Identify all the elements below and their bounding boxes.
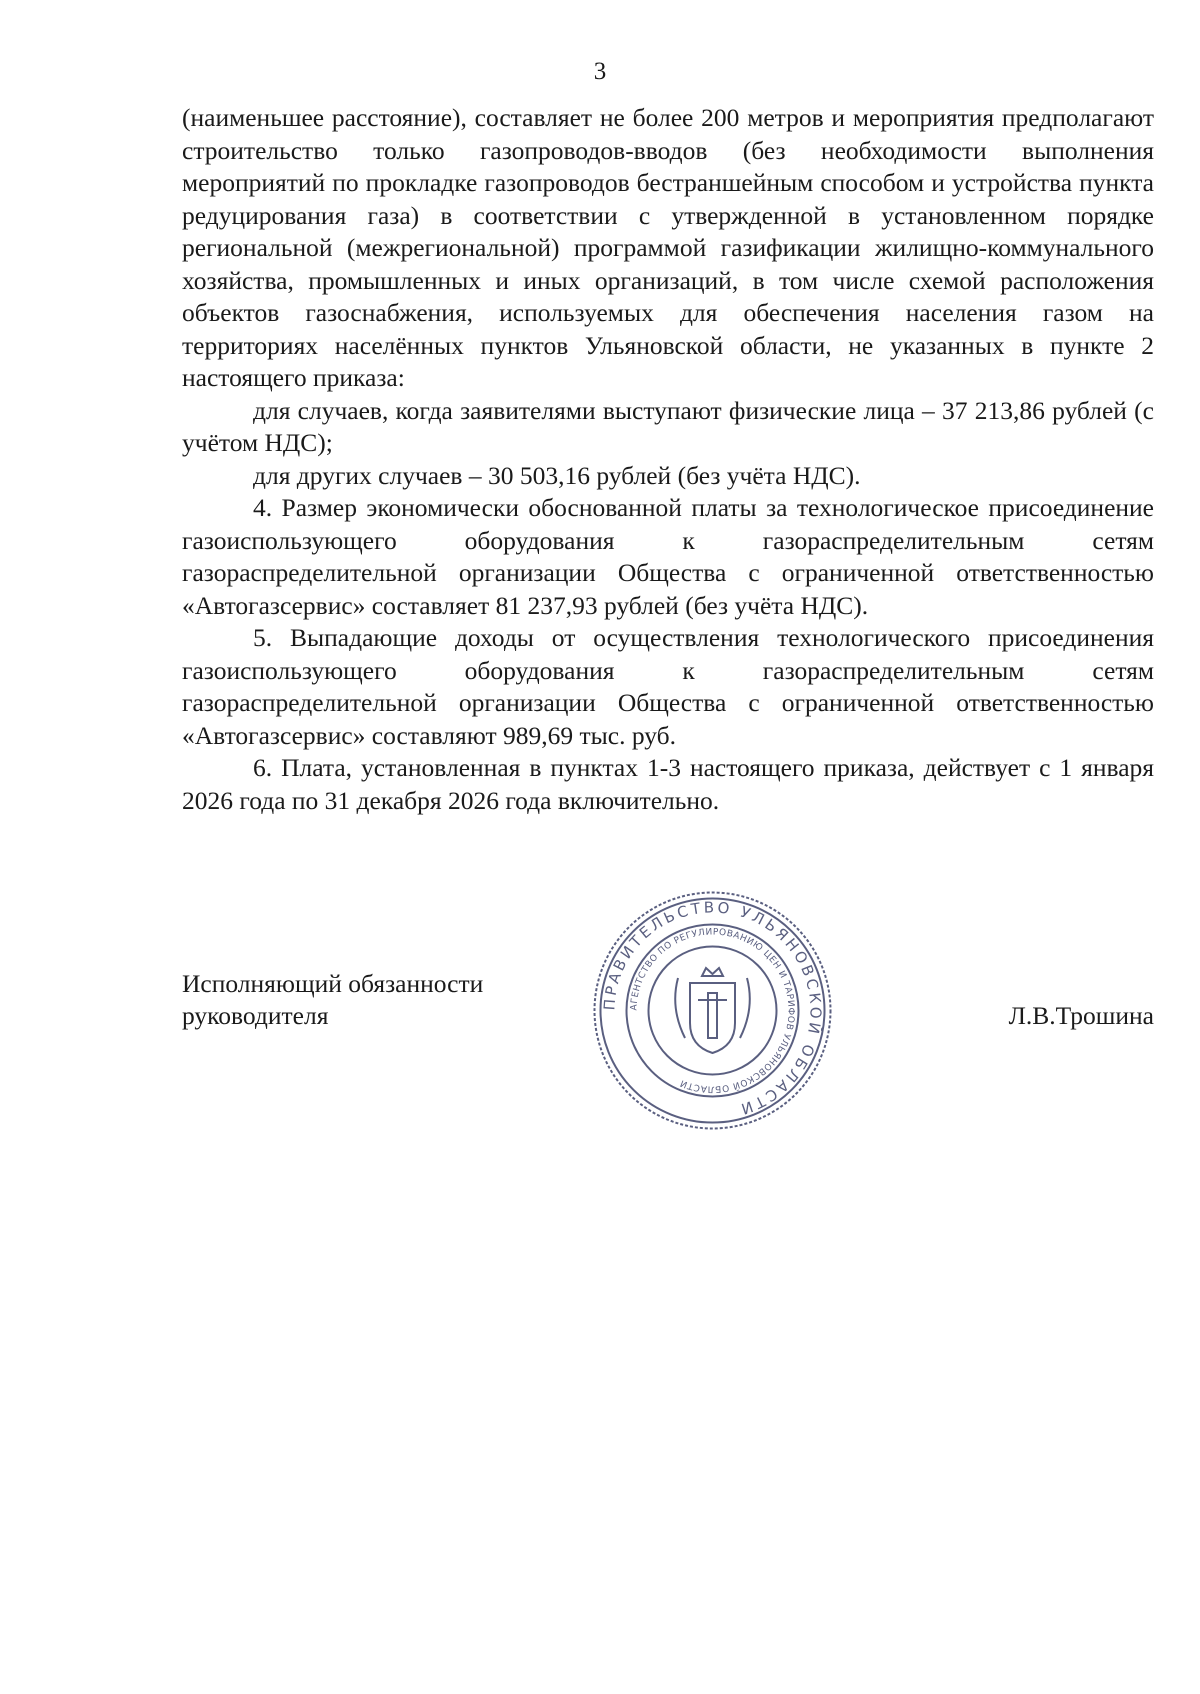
signature-position-line1: Исполняющий обязанности <box>182 969 484 998</box>
paragraph-item-4: 4. Размер экономически обоснованной платы за технологическое присоединение газоиспользующего оборудования к газораспределительным сетям газораспределительной организации Общества с ограниченной ответственностью «Автогазсервис» составляет 81 237,93 рублей (без учёта НДС). <box>182 493 1154 620</box>
signature-position <box>182 968 483 1032</box>
stamp-outer-text: ПРАВИТЕЛЬСТВО УЛЬЯНОВСКОЙ ОБЛАСТИ <box>600 898 825 1119</box>
paragraph-continuation: (наименьшее расстояние), составляет не более 200 метров и мероприятия предполагают строительство только газопроводов-вводов (без необходимости выполнения мероприятий по прокладке газопроводов бестраншейным способом и устройства пункта редуцирования газа) в соответствии с утвержденной в установленном порядке региональной (межрегиональной) программой газификации жилищно-коммунального хозяйства, промышленных и иных организаций, в том числе схемой расположения объектов газоснабжения, используемых для обеспечения населения газом на территориях населённых пунктов Ульяновской области, не указанных в пункте 2 настоящего приказа: <box>182 103 1154 392</box>
signature-position-line2: руководителя <box>182 1001 329 1030</box>
official-seal-stamp <box>590 888 835 1133</box>
paragraph-other-cases: для других случаев – 30 503,16 рублей (без учёта НДС). <box>253 460 861 490</box>
paragraph-individuals: для случаев, когда заявителями выступают физические лица – 37 213,86 рублей (с учётом НДС); <box>182 395 1154 457</box>
signatory-name: Л.В.Трошина <box>1008 1001 1154 1030</box>
document-body <box>182 102 1154 817</box>
paragraph-item-5: 5. Выпадающие доходы от осуществления технологического присоединения газоиспользующего оборудования к газораспределительным сетям газораспределительной организации Общества с ограниченной ответственностью «Автогазсервис» составляют 989,69 тыс. руб. <box>182 623 1154 750</box>
svg-text:АГЕНТСТВО ПО РЕГУЛИРОВАНИЮ ЦЕН <box>629 927 795 1093</box>
stamp-inner-text: АГЕНТСТВО ПО РЕГУЛИРОВАНИЮ ЦЕН И ТАРИФОВ УЛЬЯНОВСКОЙ ОБЛАСТИ <box>629 927 796 1094</box>
paragraph-item-6: 6. Плата, установленная в пунктах 1-3 настоящего приказа, действует с 1 января 2026 года по 31 декабря 2026 года включительно. <box>182 753 1154 815</box>
page-number: 3 <box>593 58 607 85</box>
coat-of-arms-icon <box>675 968 750 1053</box>
